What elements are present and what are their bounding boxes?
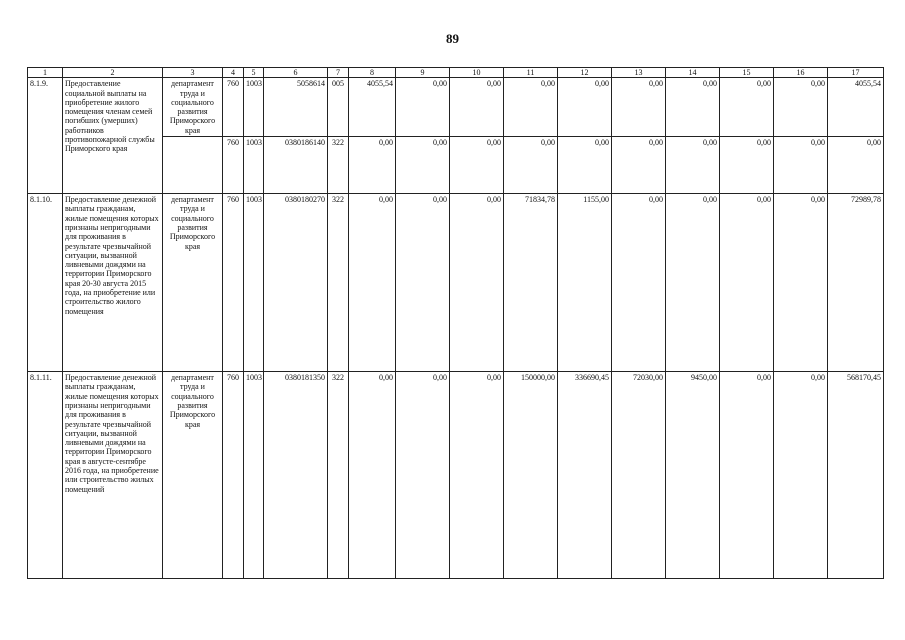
column-header: 4 [223, 68, 244, 78]
cell-value: 0,00 [666, 137, 720, 194]
row-code: 8.1.10. [28, 194, 63, 372]
cell-value: 0,00 [774, 78, 828, 137]
cell-value: 4055,54 [828, 78, 884, 137]
cell-value: 0,00 [396, 137, 450, 194]
page-number: 89 [446, 31, 459, 46]
cell-value: 0,00 [720, 78, 774, 137]
row-responsible: департамент труда и социального развития Приморского края [163, 78, 223, 137]
row-code: 8.1.11. [28, 372, 63, 579]
cell-value: 1155,00 [558, 194, 612, 372]
cell-value: 9450,00 [666, 372, 720, 579]
cell-value: 0,00 [558, 137, 612, 194]
row-responsible: департамент труда и социального развития Приморского края [163, 372, 223, 579]
cell-col5: 1003 [244, 194, 264, 372]
table-row [28, 78, 884, 137]
cell-value: 0,00 [450, 78, 504, 137]
cell-value: 71834,78 [504, 194, 558, 372]
header-row [28, 68, 884, 78]
cell-value: 0,00 [612, 137, 666, 194]
cell-col4: 760 [223, 78, 244, 137]
cell-value: 0,00 [720, 194, 774, 372]
cell-value: 0,00 [774, 194, 828, 372]
cell-col7: 322 [328, 372, 349, 579]
row-name: Предоставление денежной выплаты гражданам, жилые помещения которых признаны непригодными для проживания в результате чрезвычайной ситуации, вызванной ливневыми дождями на территории Приморского края 20-30 августа 2015 года, на приобретение или строительство жилого помещения [63, 194, 163, 372]
row-code: 8.1.9. [28, 78, 63, 194]
column-header: 15 [720, 68, 774, 78]
cell-col4: 760 [223, 194, 244, 372]
cell-value: 0,00 [450, 194, 504, 372]
column-header: 1 [28, 68, 63, 78]
cell-value: 0,00 [666, 194, 720, 372]
cell-value: 0,00 [349, 137, 396, 194]
column-header: 6 [264, 68, 328, 78]
cell-value: 0,00 [450, 137, 504, 194]
cell-value: 0,00 [396, 78, 450, 137]
cell-col7: 005 [328, 78, 349, 137]
cell-col6: 0380186140 [264, 137, 328, 194]
cell-value: 72989,78 [828, 194, 884, 372]
row-responsible-empty [163, 137, 223, 194]
cell-value: 0,00 [720, 137, 774, 194]
column-header: 13 [612, 68, 666, 78]
table-row [28, 372, 884, 579]
column-header: 2 [63, 68, 163, 78]
cell-value: 0,00 [612, 194, 666, 372]
cell-value: 568170,45 [828, 372, 884, 579]
table-row [28, 194, 884, 372]
cell-col4: 760 [223, 372, 244, 579]
column-header: 12 [558, 68, 612, 78]
cell-col6: 0380180270 [264, 194, 328, 372]
cell-value: 0,00 [504, 78, 558, 137]
cell-value: 336690,45 [558, 372, 612, 579]
cell-col5: 1003 [244, 78, 264, 137]
cell-value: 0,00 [504, 137, 558, 194]
column-header: 11 [504, 68, 558, 78]
cell-value: 0,00 [558, 78, 612, 137]
cell-value: 0,00 [349, 372, 396, 579]
row-responsible: департамент труда и социального развития Приморского края [163, 194, 223, 372]
cell-value: 0,00 [774, 372, 828, 579]
cell-value: 0,00 [828, 137, 884, 194]
cell-col7: 322 [328, 137, 349, 194]
cell-value: 0,00 [774, 137, 828, 194]
row-name: Предоставление денежной выплаты гражданам, жилые помещения которых признаны непригодными для проживания в результате чрезвычайной ситуации, вызванной ливневыми дождями на территории Приморского края в августе-сентябре 2016 года, на приобретение или строительство жилых помещений [63, 372, 163, 579]
budget-table [27, 67, 884, 579]
cell-value: 0,00 [396, 372, 450, 579]
cell-value: 0,00 [720, 372, 774, 579]
column-header: 10 [450, 68, 504, 78]
cell-col5: 1003 [244, 372, 264, 579]
cell-col6: 0380181350 [264, 372, 328, 579]
cell-value: 0,00 [612, 78, 666, 137]
cell-value: 0,00 [396, 194, 450, 372]
cell-value: 0,00 [666, 78, 720, 137]
column-header: 5 [244, 68, 264, 78]
column-header: 16 [774, 68, 828, 78]
cell-col7: 322 [328, 194, 349, 372]
cell-col6: 5058614 [264, 78, 328, 137]
row-name: Предоставление социальной выплаты на приобретение жилого помещения членам семей погибших (умерших) работников противопожарной службы Приморского края [63, 78, 163, 194]
cell-value: 0,00 [349, 194, 396, 372]
cell-col4: 760 [223, 137, 244, 194]
column-header: 7 [328, 68, 349, 78]
column-header: 14 [666, 68, 720, 78]
column-header: 3 [163, 68, 223, 78]
column-header: 17 [828, 68, 884, 78]
cell-value: 72030,00 [612, 372, 666, 579]
column-header: 8 [349, 68, 396, 78]
cell-value: 150000,00 [504, 372, 558, 579]
cell-value: 4055,54 [349, 78, 396, 137]
cell-value: 0,00 [450, 372, 504, 579]
column-header: 9 [396, 68, 450, 78]
cell-col5: 1003 [244, 137, 264, 194]
